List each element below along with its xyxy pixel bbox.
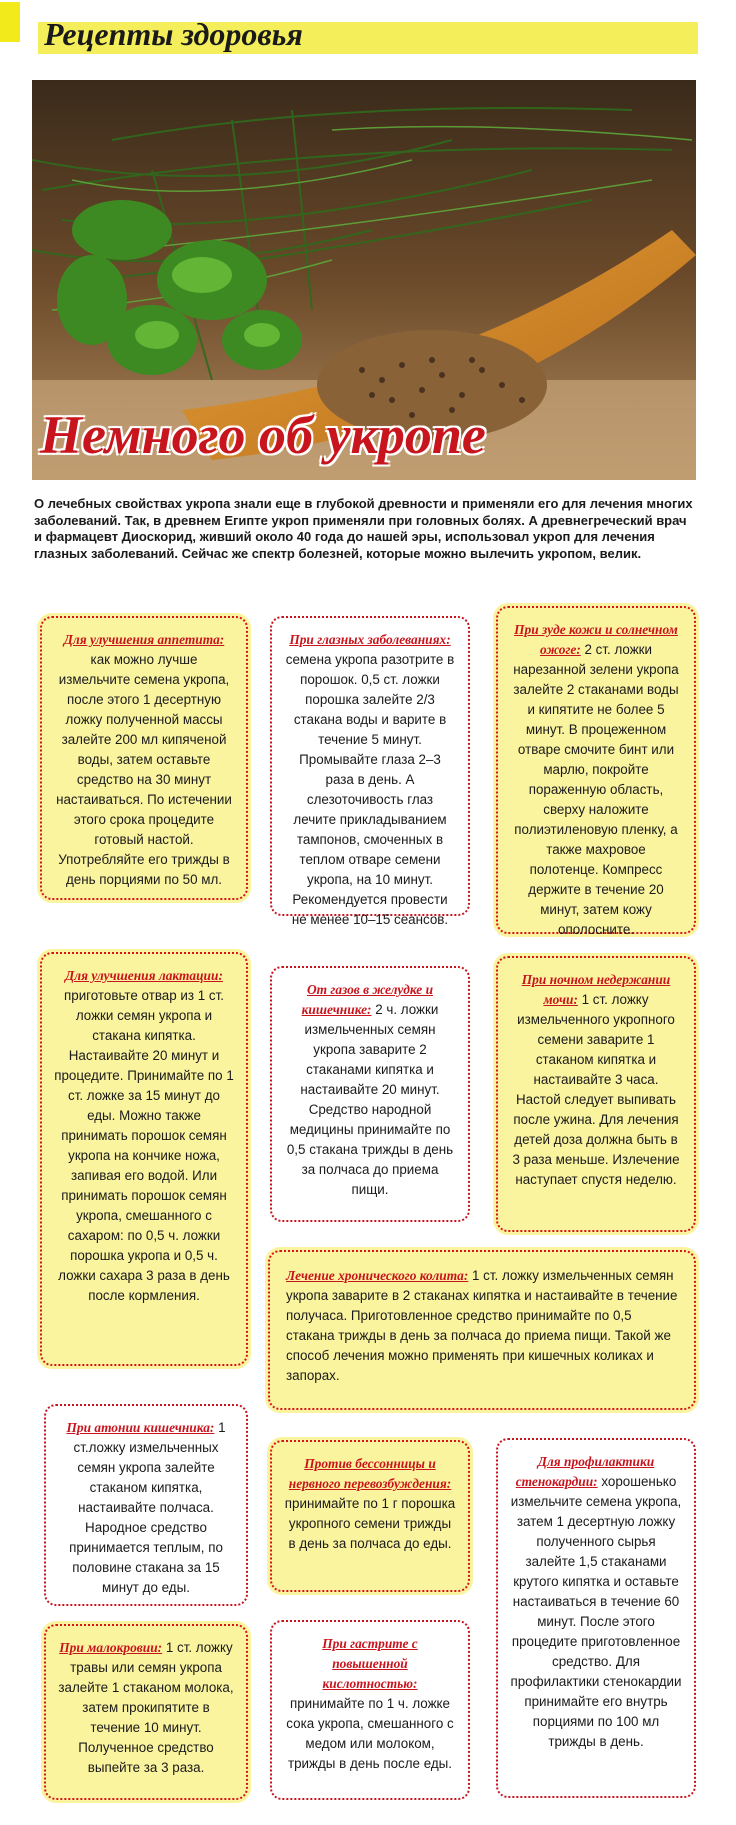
card-title: Против бессонницы и нервного перевозбуждения: xyxy=(288,1456,452,1491)
card-colitis xyxy=(268,1250,696,1410)
card-eye-diseases xyxy=(270,616,470,927)
card-title: При малокровии: xyxy=(59,1640,163,1655)
card-body: 1 ст. ложку травы или семян укропа залейте 1 стаканом молока, затем прокипятите в течение 10 минут. Полученное средство выпейте за 3 раза. xyxy=(58,1640,234,1775)
card-title: Для улучшения лактации: xyxy=(65,968,223,983)
card-gas xyxy=(270,966,470,1222)
card-body: хорошенько измельчите семена укропа, затем 1 десертную ложку полученного сырья залейте 1,5 стаканами крутого кипятка и оставьте настаиваться в течение 60 минут. После этого процедите приготовленное средство. Для профилактики стенокардии принимайте его внутрь порциями по 100 мл трижды в день. xyxy=(510,1474,682,1749)
card-body: 1 ст.ложку измельченных семян укропа залейте стаканом кипятка, настаивайте полчаса. Народное средство принимается теплым, по половине стакана за 15 минут до еды. xyxy=(69,1420,226,1595)
hero-title: Немного об укропе xyxy=(40,405,486,465)
card-title: Для профилактики стенокардии: xyxy=(515,1454,655,1489)
card-title: Для улучшения аппетита: xyxy=(63,632,225,647)
card-title: Лечение хронического колита: xyxy=(286,1268,469,1283)
card-title: При гастрите с повышенной кислотностью: xyxy=(322,1636,418,1691)
intro-paragraph: О лечебных свойствах укропа знали еще в глубокой древности и применяли его для лечения многих заболеваний. Так, в древнем Египте укроп применяли при головных болях. А древнегреческий врач и фармацевт Диоскорид, живший около 40 года до нашей эры, использовал укроп для лечения глазных заболеваний. Сейчас же спектр болезней, которые можно вылечить укропом, велик. xyxy=(34,496,693,561)
card-body: принимайте по 1 г порошка укропного семени трижды в день за полчаса до еды. xyxy=(284,1496,456,1551)
card-title: При ночном недержании мочи: xyxy=(521,972,671,1007)
card-body: семена укропа разотрите в порошок. 0,5 ст. ложки порошка залейте 2/3 стакана воды и варите в течение 5 минут. Промывайте глаза 2–3 раза в день. А слезоточивость глаз лечите прикладыванием тампонов, смоченных в теплом отваре семени укропа, на 10 минут. Рекомендуется провести не менее 10–15 сеансов. xyxy=(285,652,455,927)
hero-image xyxy=(32,80,696,480)
yellow-tab-decoration xyxy=(0,2,20,42)
card-atony xyxy=(44,1404,248,1606)
card-skin-itch xyxy=(496,606,696,937)
card-anemia xyxy=(44,1624,248,1800)
card-title: При зуде кожи и солнечном ожоге: xyxy=(514,622,678,657)
card-body: как можно лучше измельчите семена укропа, после этого 1 десертную ложку полученной массы залейте 200 мл кипяченой воды, затем оставьте средство на 30 минут настаиваться. По истечении этого срока процедите готовый настой. Употребляйте его трижды в день порциями по 50 мл. xyxy=(56,652,232,887)
card-enuresis xyxy=(496,956,696,1232)
card-title: При глазных заболеваниях: xyxy=(289,632,451,647)
card-insomnia xyxy=(270,1440,470,1592)
card-title: При атонии кишечника: xyxy=(66,1420,215,1435)
card-body: 2 ст. ложки нарезанной зелени укропа залейте 2 стаканами воды и кипятите не более 5 минут. В процеженном отваре смочите бинт или марлю, покройте пораженную область, сверху наложите полиэтиленовую пленку, а также махровое полотенце. Компресс держите в течение 20 минут, затем кожу ополосните. xyxy=(513,642,679,937)
section-title: Рецепты здоровья xyxy=(44,16,303,52)
card-gastritis xyxy=(270,1620,470,1800)
card-body: 1 ст. ложку измельченных семян укропа заварите в 2 стаканах кипятка и настаивайте в течение получаса. Приготовленное средство принимайте по 0,5 стакана трижды в день за полчаса до приема пищи. Такой же способ лечения можно применять при кишечных коликах и запорах. xyxy=(286,1268,678,1383)
card-body: 1 ст. ложку измельченного укропного семени заварите 1 стаканом кипятка и настаивайте 3 часа. Настой следует выпивать после ужина. Для лечения детей доза должна быть в 3 раза меньше. Излечение наступает спустя неделю. xyxy=(512,992,680,1187)
card-body: 2 ч. ложки измельченных семян укропа заварите 2 стаканами кипятка и настаивайте 20 минут. Средство народной медицины принимайте по 0,5 стакана трижды в день за полчаса до приема пищи. xyxy=(286,1002,454,1197)
card-lactation xyxy=(40,952,248,1366)
card-angina xyxy=(496,1438,696,1798)
card-body: приготовьте отвар из 1 ст. ложки семян укропа и стакана кипятка. Настаивайте 20 минут и процедите. Принимайте по 1 ст. ложке за 15 минут до еды. Можно также принимать порошок семян укропа на кончике ножа, запивая его водой. Или принимать порошок семян укропа, смешанного с сахаром: по 0,5 ч. ложки порошка укропа и 0,5 ч. ложки сахара 3 раза в день после кормления. xyxy=(54,988,234,1303)
card-body: принимайте по 1 ч. ложке сока укропа, смешанного с медом или молоком, трижды в день после еды. xyxy=(286,1696,454,1771)
card-appetite xyxy=(40,616,248,900)
card-title: От газов в желудке и кишечнике: xyxy=(301,982,434,1017)
